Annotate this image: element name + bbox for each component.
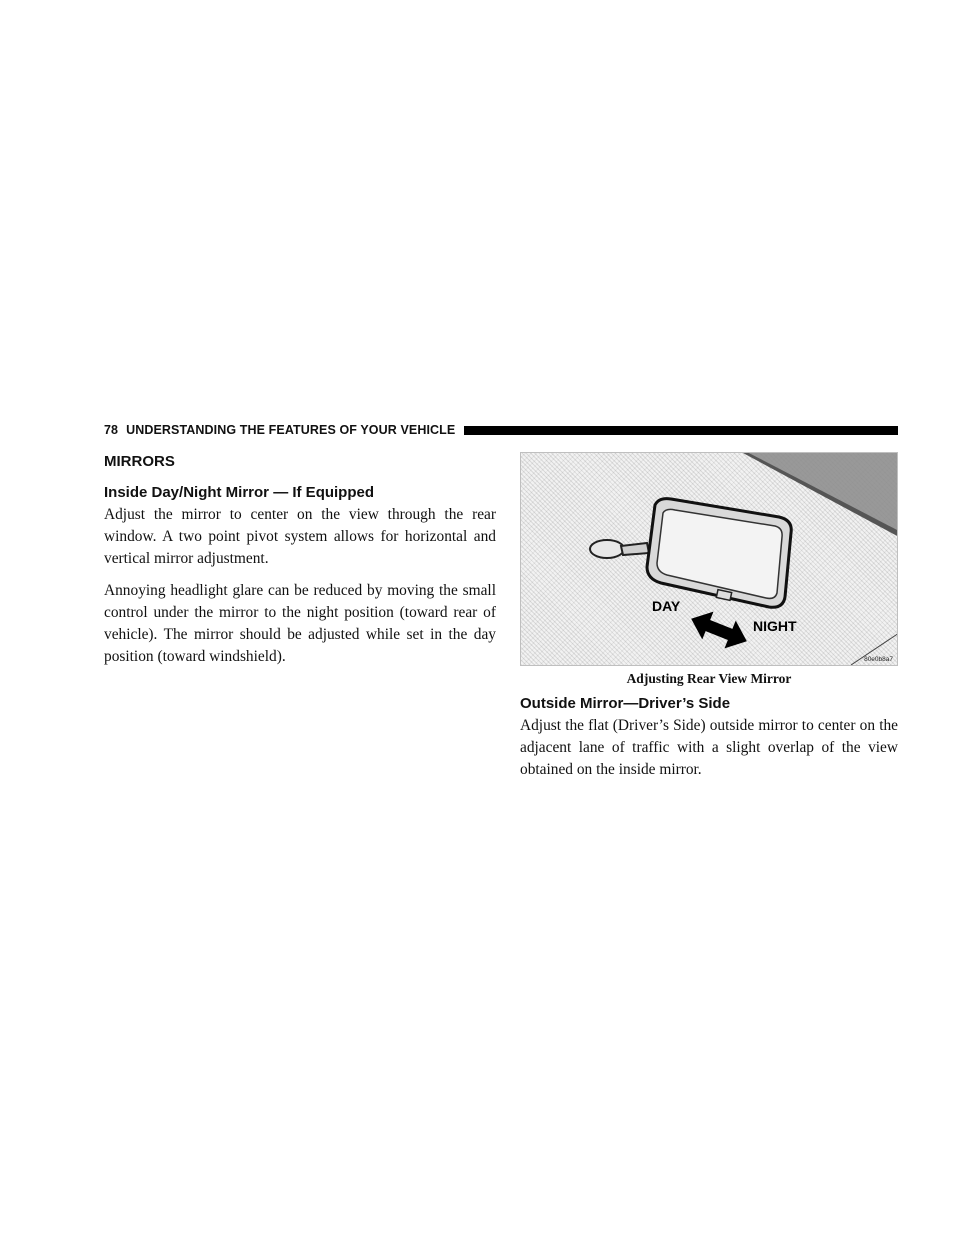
page-number: 78 — [104, 423, 119, 437]
figure-code: 80e0b8a7 — [864, 656, 893, 663]
day-label: DAY — [652, 598, 681, 614]
paragraph: Adjust the flat (Driver’s Side) outside mirror to center on the adjacent lane of traffic with a slight overlap of the view obtained on the inside mirror. — [520, 717, 898, 778]
night-label: NIGHT — [753, 618, 797, 634]
subsection-title-outside-mirror: Outside Mirror—Driver’s Side — [520, 695, 731, 712]
rear-view-mirror-illustration-icon — [521, 453, 898, 666]
paragraph: Adjust the mirror to center on the view through the rear window. A two point pivot system allows for horizontal and vertical mirror adjustment. — [104, 506, 496, 567]
paragraph: Annoying headlight glare can be reduced by moving the small control under the mirror to the night position (toward rear of vehicle). The mirror should be adjusted while set in the day position (toward windshield). — [104, 582, 496, 665]
right-column — [520, 452, 898, 791]
page-header — [104, 422, 898, 438]
header-rule — [464, 426, 898, 435]
header-title: UNDERSTANDING THE FEATURES OF YOUR VEHICLE — [126, 423, 456, 437]
figure-caption: Adjusting Rear View Mirror — [626, 671, 792, 686]
mirror-figure — [520, 452, 898, 666]
left-column — [104, 452, 496, 678]
subsection-title-inside-mirror: Inside Day/Night Mirror — If Equipped — [104, 484, 375, 501]
section-title: MIRRORS — [104, 453, 175, 470]
